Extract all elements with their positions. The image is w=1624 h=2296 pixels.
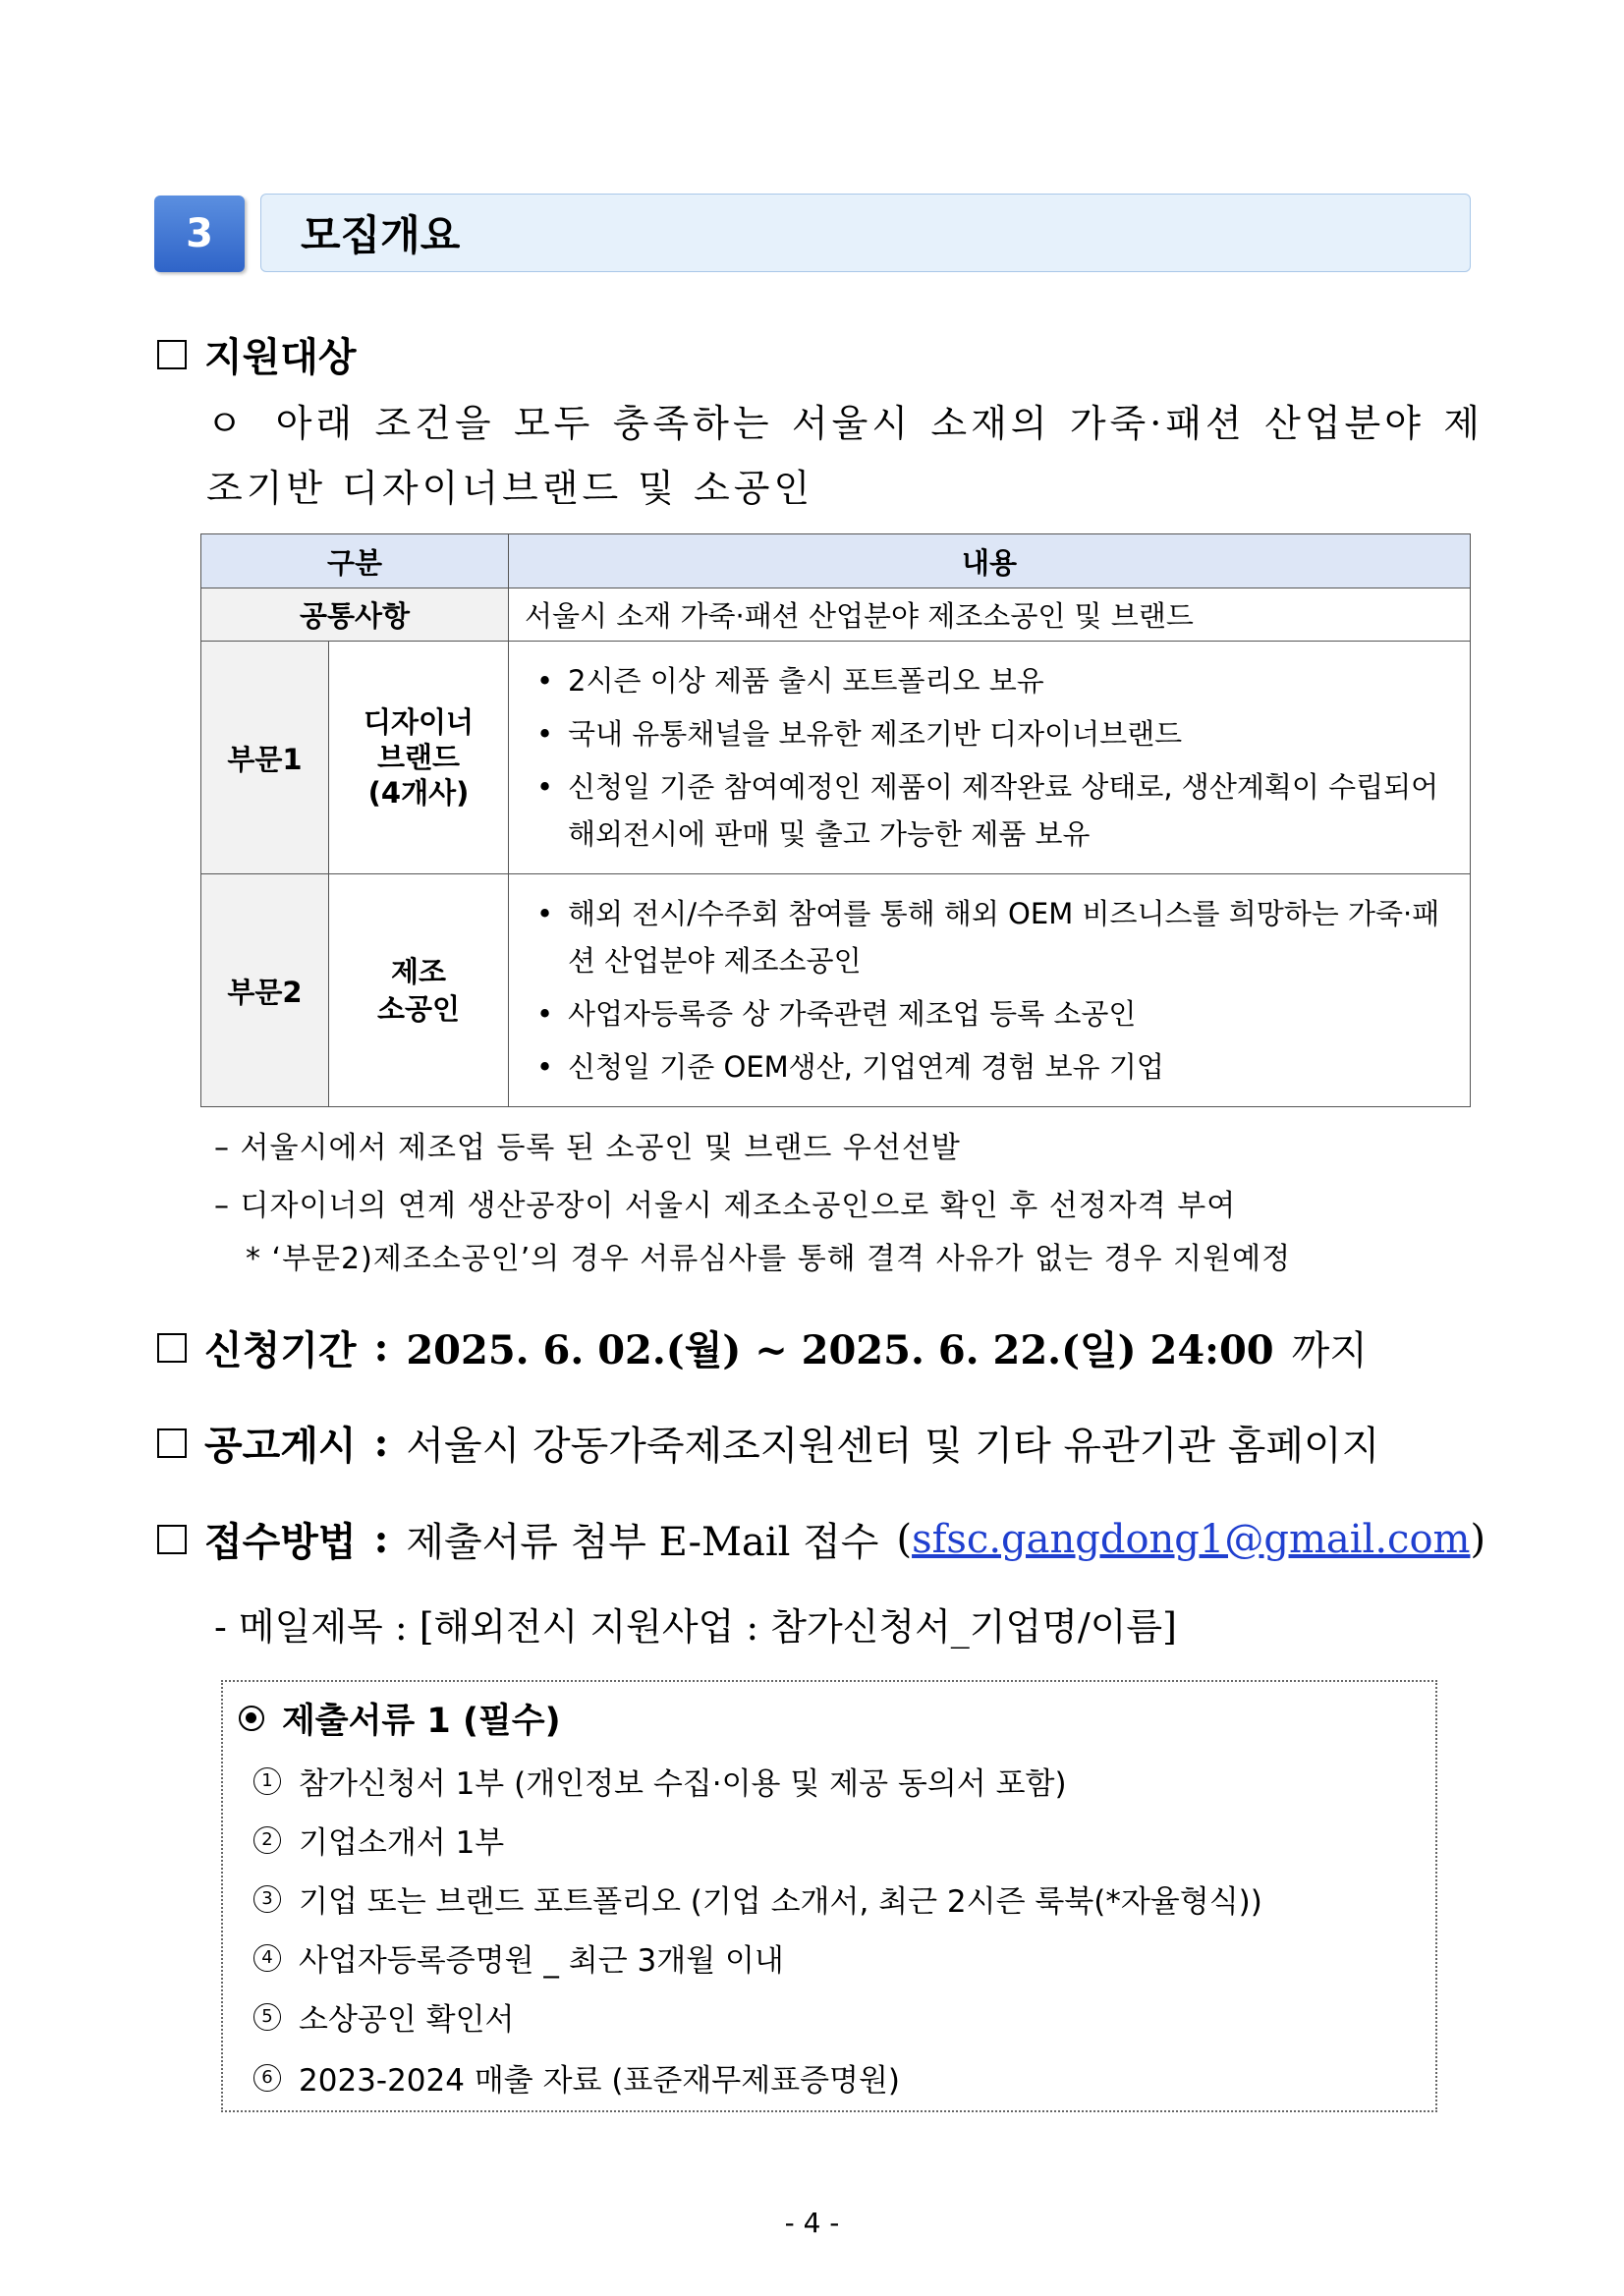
doc-item-text: 기업 또는 브랜드 포트폴리오 (기업 소개서, 최근 2시즌 룩북(*자율형식))	[299, 1884, 1262, 1920]
part2-content	[509, 874, 1471, 1107]
checkbox-square-icon	[157, 1333, 187, 1363]
header-content: 내용	[509, 534, 1471, 588]
email-link[interactable]: sfsc.gangdong1@gmail.com	[912, 1516, 1471, 1562]
posting-label: 공고게시	[204, 1423, 357, 1469]
list-item: • 2시즌 이상 제품 출시 포트폴리오 보유	[519, 657, 1460, 704]
part2-sub-line: 제조	[390, 955, 447, 988]
part2-list	[509, 874, 1470, 1106]
note-3: * ‘부문2)제조소공인’의 경우 서류심사를 통해 결격 사유가 없는 경우 지원예정	[246, 1242, 1292, 1276]
part2-sub	[329, 874, 509, 1107]
doc-item	[253, 1994, 514, 2039]
part1-content	[509, 642, 1471, 874]
table-header-row	[201, 534, 1471, 588]
method-value: 제출서류 첨부 E-Mail 접수	[406, 1520, 879, 1565]
part1-sub-line: 디자이너	[363, 705, 475, 739]
part1-sub-line: 브랜드	[376, 741, 461, 774]
doc-item-text: 기업소개서 1부	[299, 1825, 505, 1861]
doc-item-text: 사업자등록증명원 _ 최근 3개월 이내	[299, 1943, 784, 1979]
list-item: • 해외 전시/수주회 참여를 통해 해외 OEM 비즈니스를 희망하는 가죽·패션 산업분야 제조소공인	[519, 890, 1460, 984]
common-label: 공통사항	[201, 588, 509, 642]
doc-item-text: 2023-2024 매출 자료 (표준재무제표증명원)	[299, 2063, 901, 2099]
list-item: • 신청일 기준 참여예정인 제품이 제작완료 상태로, 생산계획이 수립되어 해외전시에 판매 및 출고 가능한 제품 보유	[519, 763, 1460, 858]
checkbox-square-icon	[157, 340, 187, 369]
intro-bullet: ㅇ	[206, 402, 247, 445]
doc-item	[253, 1818, 504, 1862]
doc-item	[253, 1935, 784, 1980]
common-content: 서울시 소재 가죽·패션 산업분야 제조소공인 및 브랜드	[509, 588, 1471, 642]
circled-number-icon: 2	[253, 1826, 281, 1854]
method-line: 접수방법 : 제출서류 첨부 E-Mail 접수 (sfsc.gangdong1@gmail.com)	[157, 1511, 1485, 1567]
section-title	[260, 194, 1471, 272]
note-1: – 서울시에서 제조업 등록 된 소공인 및 브랜드 우선선발	[214, 1131, 961, 1165]
section-title-text: 모집개요	[301, 211, 461, 259]
circled-number-icon: 1	[253, 1767, 281, 1795]
period-line: 신청기간 : 2025. 6. 02.(월) ~ 2025. 6. 22.(일) 24:00 까지	[157, 1319, 1368, 1375]
note-2: – 디자이너의 연계 생산공장이 서울시 제조소공인으로 확인 후 선정자격 부여	[214, 1189, 1237, 1223]
doc-item	[253, 1876, 1262, 1921]
circled-number-icon: 3	[253, 1885, 281, 1913]
target-intro	[206, 391, 1484, 521]
table-row-common	[201, 588, 1471, 642]
doc-item-text: 소상공인 확인서	[299, 2002, 515, 2038]
checkbox-square-icon	[157, 1428, 187, 1458]
period-value: 2025. 6. 02.(월) ~ 2025. 6. 22.(일) 24:00	[406, 1327, 1274, 1373]
part2-sub-line: 소공인	[376, 992, 461, 1026]
table-row-part2	[201, 874, 1471, 1107]
page-number: - 4 -	[784, 2207, 840, 2239]
docs-title	[239, 1694, 561, 1743]
docs-title-text: 제출서류 1 (필수)	[282, 1702, 561, 1741]
method-label: 접수방법	[204, 1519, 357, 1565]
doc-item	[253, 2055, 900, 2100]
target-heading	[157, 326, 357, 382]
doc-item	[253, 1759, 1067, 1803]
radio-selected-icon	[239, 1706, 264, 1731]
circled-number-icon: 4	[253, 1944, 281, 1972]
part1-sub-line: (4개사)	[367, 776, 470, 810]
list-item: • 국내 유통채널을 보유한 제조기반 디자이너브랜드	[519, 710, 1460, 757]
table-row-part1	[201, 642, 1471, 874]
circled-number-icon: 6	[253, 2064, 281, 2092]
list-item: • 사업자등록증 상 가죽관련 제조업 등록 소공인	[519, 990, 1460, 1037]
doc-item-text: 참가신청서 1부 (개인정보 수집·이용 및 제공 동의서 포함)	[299, 1766, 1067, 1802]
part1-list	[509, 642, 1470, 873]
part1-label: 부문1	[201, 642, 329, 874]
target-heading-text: 지원대상	[204, 335, 357, 380]
mail-subject: - 메일제목 : [해외전시 지원사업 : 참가신청서_기업명/이름]	[214, 1605, 1177, 1649]
posting-value: 서울시 강동가죽제조지원센터 및 기타 유관기관 홈페이지	[406, 1424, 1380, 1469]
checkbox-square-icon	[157, 1525, 187, 1554]
part2-label: 부문2	[201, 874, 329, 1107]
list-item: • 신청일 기준 OEM생산, 기업연계 경험 보유 기업	[519, 1043, 1460, 1091]
period-label: 신청기간	[204, 1327, 357, 1373]
section-number-badge: 3	[154, 196, 245, 272]
part1-sub	[329, 642, 509, 874]
circled-number-icon: 5	[253, 2003, 281, 2031]
header-category: 구분	[201, 534, 509, 588]
posting-line: 공고게시 : 서울시 강동가죽제조지원센터 및 기타 유관기관 홈페이지	[157, 1415, 1379, 1471]
intro-text: 아래 조건을 모두 충족하는 서울시 소재의 가죽·패션 산업분야 제조기반 디자이너브랜드 및 소공인	[206, 402, 1484, 510]
target-table	[200, 533, 1471, 1107]
period-suffix: 까지	[1291, 1328, 1368, 1373]
